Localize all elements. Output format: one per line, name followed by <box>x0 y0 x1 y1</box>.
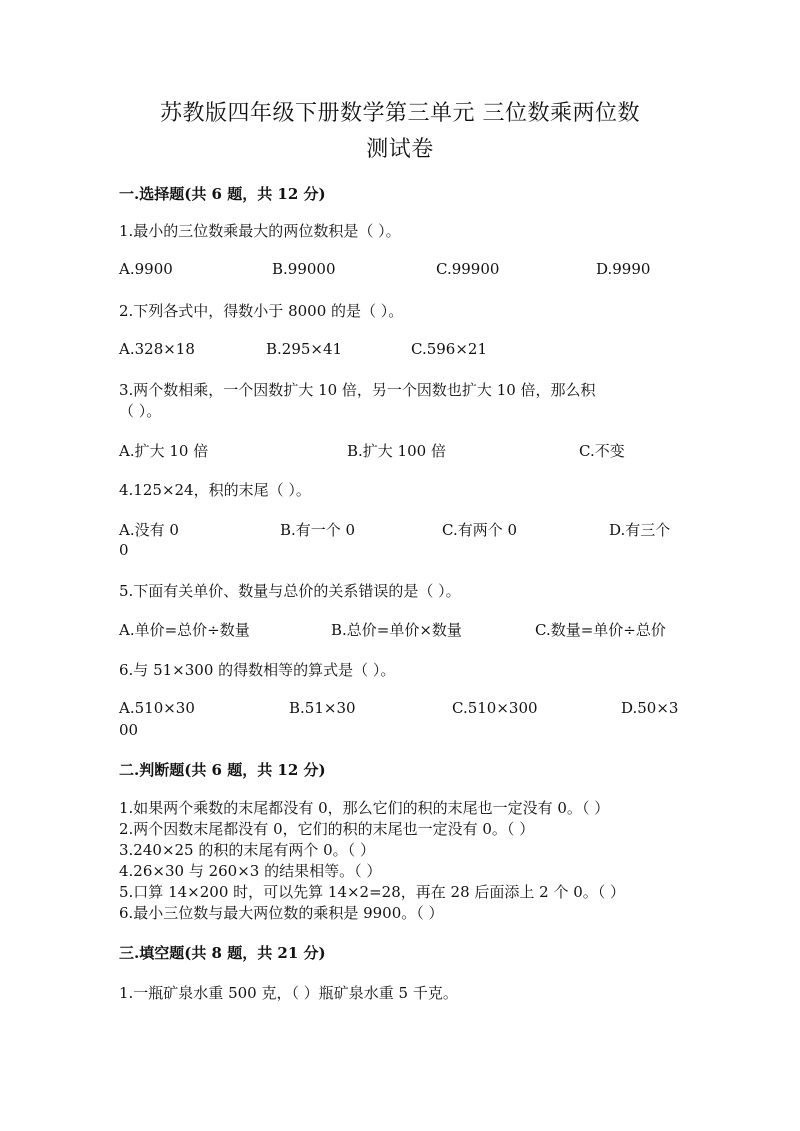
option-d: D.50×3 <box>621 699 679 717</box>
option-a: A.单价=总价÷数量 <box>119 621 250 639</box>
question-text: 4.125×24，积的末尾（ ）。 <box>119 481 311 499</box>
judgement-item: 6.最小三位数与最大两位数的乘积是 9900。（ ） <box>119 904 444 922</box>
judgement-item: 4.26×30 与 260×3 的结果相等。（ ） <box>119 862 382 880</box>
option-d: D.9990 <box>596 260 651 278</box>
section-heading-choice: 一.选择题(共 6 题，共 12 分) <box>119 185 326 203</box>
question-text: 6.与 51×300 的得数相等的算式是（ ）。 <box>119 661 396 679</box>
option-b: B.扩大 100 倍 <box>347 442 446 460</box>
judgement-item: 5.口算 14×200 时，可以先算 14×2=28，再在 28 后面添上 2 个 0。（ ） <box>119 883 626 901</box>
question-text: 2.下列各式中，得数小于 8000 的是（ ）。 <box>119 302 404 320</box>
section-heading-true-false: 二.判断题(共 6 题，共 12 分) <box>119 761 326 779</box>
option-c: C.不变 <box>579 442 625 460</box>
section-heading-fill-blank: 三.填空题(共 8 题，共 21 分) <box>119 944 326 962</box>
option-d-continued: 00 <box>119 721 139 739</box>
question-text: 3.两个数相乘，一个因数扩大 10 倍，另一个因数也扩大 10 倍，那么积 <box>119 381 596 399</box>
judgement-item: 2.两个因数末尾都没有 0，它们的积的末尾也一定没有 0。（ ） <box>119 820 535 838</box>
question-text: 1.一瓶矿泉水重 500 克，（ ）瓶矿泉水重 5 千克。 <box>119 984 458 1002</box>
option-b: B.有一个 0 <box>280 521 356 539</box>
question-text-continued: （ ）。 <box>119 402 162 420</box>
option-d-continued: 0 <box>119 541 129 559</box>
judgement-item: 1.如果两个乘数的末尾都没有 0，那么它们的积的末尾也一定没有 0。（ ） <box>119 799 610 817</box>
option-a: A.没有 0 <box>119 521 179 539</box>
option-a: A.扩大 10 倍 <box>119 442 209 460</box>
option-b: B.总价=单价×数量 <box>331 621 462 639</box>
question-text: 5.下面有关单价、数量与总价的关系错误的是（ ）。 <box>119 582 461 600</box>
option-c: C.数量=单价÷总价 <box>535 621 666 639</box>
page-title-line-1: 苏教版四年级下册数学第三单元 三位数乘两位数 <box>160 101 640 126</box>
option-b: B.99000 <box>272 260 336 278</box>
judgement-item: 3.240×25 的积的末尾有两个 0。（ ） <box>119 841 375 859</box>
option-c: C.有两个 0 <box>442 521 518 539</box>
option-a: A.510×30 <box>119 699 195 717</box>
option-c: C.510×300 <box>452 699 538 717</box>
option-c: C.99900 <box>436 260 500 278</box>
option-d: D.有三个 <box>609 521 671 539</box>
question-text: 1.最小的三位数乘最大的两位数积是（ ）。 <box>119 222 401 240</box>
option-b: B.295×41 <box>266 340 343 358</box>
option-c: C.596×21 <box>411 340 487 358</box>
page-title-line-2: 测试卷 <box>366 137 434 162</box>
option-b: B.51×30 <box>289 699 356 717</box>
option-a: A.328×18 <box>119 340 195 358</box>
option-a: A.9900 <box>119 260 173 278</box>
